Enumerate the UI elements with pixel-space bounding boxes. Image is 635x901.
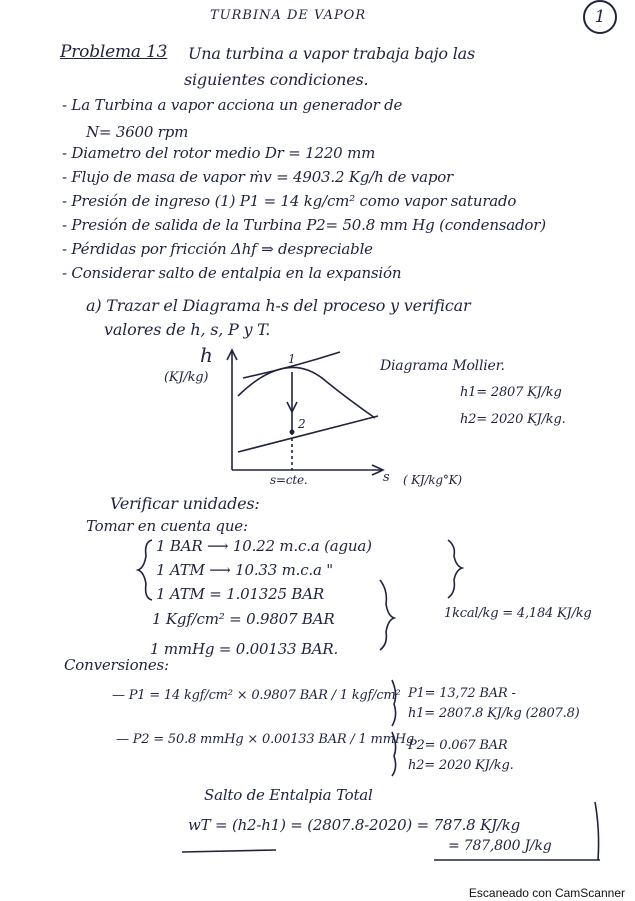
h2-value: h2= 2020 KJ/kg.	[460, 412, 566, 427]
enthalpy-formula: wT = (h2-h1) = (2807.8-2020) = 787.8 KJ/kg	[188, 816, 521, 834]
state-point-2	[290, 430, 295, 435]
state-point-1-label: 1	[288, 352, 296, 366]
p1-calculation: — P1 = 14 kgf/cm² × 0.9807 BAR / 1 kgf/cm²	[112, 688, 401, 703]
condition-rotor-diameter: - Diametro del rotor medio Dr = 1220 mm	[62, 144, 376, 162]
units-title: Verificar unidades:	[110, 494, 260, 513]
s-constant-label: s=cte.	[270, 473, 308, 487]
saturation-curve	[238, 367, 375, 418]
problem-intro-line1: Una turbina a vapor trabaja bajo las	[188, 44, 476, 63]
problem-intro-line2: siguientes condiciones.	[184, 70, 369, 89]
p1-result: P1= 13,72 BAR -	[408, 686, 516, 701]
condition-outlet-pressure: - Presión de salida de la Turbina P2= 50.8 mm Hg (condensador)	[62, 216, 546, 234]
conv-mmhg-bar: 1 mmHg = 0.00133 BAR.	[150, 640, 339, 658]
conv-kgf-bar: 1 Kgf/cm² = 0.9807 BAR	[152, 610, 335, 628]
y-axis-arrow	[227, 350, 237, 360]
p2-calculation: — P2 = 50.8 mmHg × 0.00133 BAR / 1 mmHg	[116, 732, 415, 747]
h1-value: h1= 2807 KJ/kg	[460, 385, 562, 400]
problem-label: Problema 13	[60, 42, 168, 62]
expansion-arrow	[287, 402, 297, 412]
h2-result: h2= 2020 KJ/kg.	[408, 758, 514, 773]
condition-mass-flow: - Flujo de masa de vapor ṁv = 4903.2 Kg/h de vapor	[62, 168, 454, 186]
x-axis-arrow	[372, 465, 383, 475]
h-axis-label: h	[200, 343, 213, 367]
h-axis-units: (KJ/kg)	[164, 370, 209, 385]
conv-kcal-kj: 1kcal/kg = 4,184 KJ/kg	[444, 606, 592, 621]
condition-inlet-pressure: - Presión de ingreso (1) P1 = 14 kg/cm² como vapor saturado	[62, 192, 517, 210]
s-axis-label: s	[383, 470, 390, 485]
conv-atm-mca: 1 ATM ⟶ 10.33 m.c.a "	[156, 561, 334, 579]
condition-enthalpy-drop: - Considerar salto de entalpia en la expansión	[62, 264, 402, 282]
part-a-line2: valores de h, s, P y T.	[104, 320, 271, 339]
condition-generator: - La Turbina a vapor acciona un generador de	[62, 96, 403, 114]
state-point-2-label: 2	[298, 417, 306, 431]
enthalpy-title: Salto de Entalpia Total	[204, 786, 373, 804]
isobar-p2	[238, 416, 378, 452]
condition-rpm: N= 3600 rpm	[86, 123, 189, 141]
p2-result: P2= 0.067 BAR	[408, 738, 508, 753]
h1-result: h1= 2807.8 KJ/kg (2807.8)	[408, 706, 580, 721]
page-number: 1	[583, 0, 617, 34]
scanner-watermark: Escaneado con CamScanner	[468, 886, 625, 900]
s-axis-units: ( KJ/kg°K)	[403, 473, 462, 487]
part-a-line1: a) Trazar el Diagrama h-s del proceso y verificar	[86, 296, 471, 315]
enthalpy-result-joules: = 787,800 J/kg	[448, 838, 552, 854]
units-subtitle: Tomar en cuenta que:	[86, 517, 248, 535]
conv-atm-bar: 1 ATM = 1.01325 BAR	[156, 585, 324, 603]
page-title: TURBINA DE VAPOR	[210, 8, 367, 23]
conversions-title: Conversiones:	[64, 656, 169, 674]
mollier-caption: Diagrama Mollier.	[380, 358, 505, 374]
conv-bar-mca: 1 BAR ⟶ 10.22 m.c.a (agua)	[156, 537, 372, 555]
condition-friction-losses: - Pérdidas por fricción Δhf ⇒ despreciable	[62, 240, 373, 258]
